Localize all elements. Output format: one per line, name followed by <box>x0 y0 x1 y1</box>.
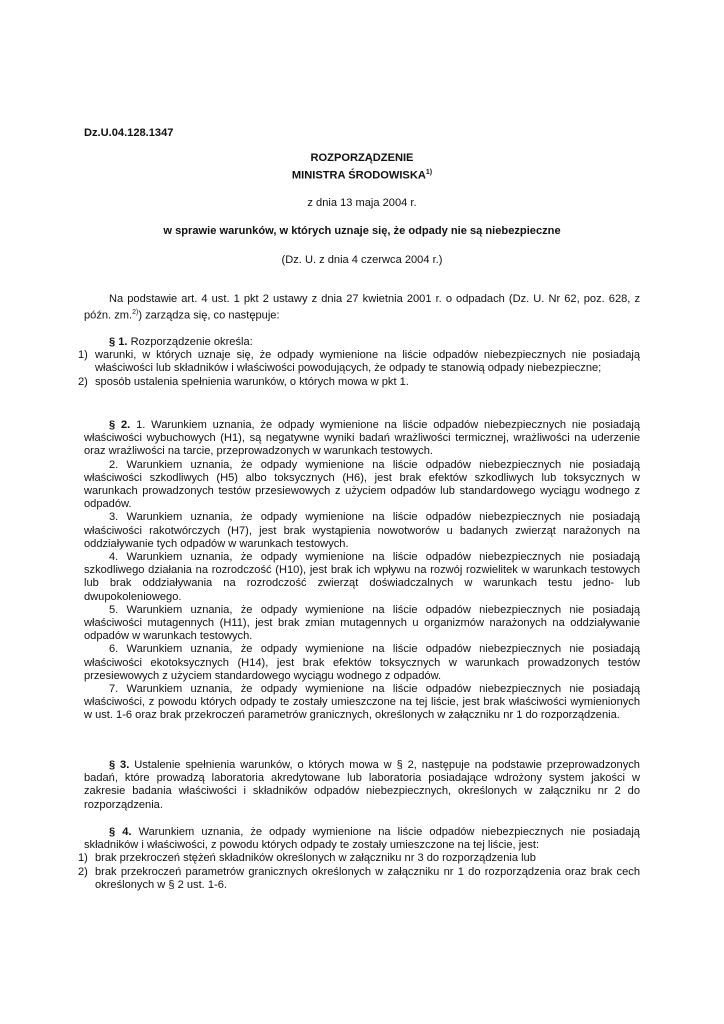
section-1-intro: Rozporządzenie określa: <box>130 336 253 348</box>
section-4 <box>78 826 640 892</box>
section-4-mark: § 4. <box>109 826 132 838</box>
title-ministry: MINISTRA ŚRODOWISKA <box>291 169 426 182</box>
section-2-mark: § 2. <box>109 419 131 431</box>
section-2-point: 4. Warunkiem uznania, że odpady wymienione na liście odpadów niebezpiecznych nie posiadają szkodliwego działania na rozrodczość (H10), jest brak ich wpływu na rozwój rozwielitek w warunkach testowych lub brak oddziaływania na rozrodczość zwierząt doświadczalnych w warunkach testu jedno- lub dwupokoleniowego. <box>84 551 640 603</box>
preamble-text-b: ) zarządza się, co następuje: <box>138 309 280 322</box>
list-item-text: brak przekroczeń stężeń składników określonych w załączniku nr 3 do rozporządzenia lub <box>95 852 536 865</box>
issue-date: z dnia 13 maja 2004 r. <box>307 197 417 209</box>
title-line-2 <box>0 166 724 183</box>
section-1 <box>78 336 640 389</box>
title-line-1: ROZPORZĄDZENIE <box>310 152 414 164</box>
list-item <box>78 865 640 892</box>
list-item-text: brak przekroczeń parametrów granicznych określonych w załączniku nr 1 do rozporządzenia oraz brak cech określonych w § 2 ust. 1-6. <box>95 865 640 891</box>
list-item-text: sposób ustalenia spełnienia warunków, o których mowa w pkt 1. <box>95 375 409 388</box>
preamble <box>84 293 640 323</box>
section-2-point: 1. Warunkiem uznania, że odpady wymienione na liście odpadów niebezpiecznych nie posiadają właściwości wybuchowych (H1), są negatywne wyniki badań wrażliwości termicznej, wrażliwości na uderzenie oraz wrażliwości na tarcie, przeprowadzonych w warunkach testowych. <box>84 419 640 458</box>
preamble-footnote-ref: 2) <box>132 309 139 317</box>
section-2 <box>84 419 640 723</box>
section-3 <box>84 759 640 812</box>
list-item <box>78 852 640 865</box>
section-2-point: 2. Warunkiem uznania, że odpady wymienione na liście odpadów niebezpiecznych nie posiadają właściwości szkodliwych (H5) albo toksycznych (H6), jest brak efektów szkodliwych lub toksycznych w warunkach prowadzonych testów przesiewowych z użyciem odpadów lub standardowego wyciągu wodnego z odpadów. <box>84 458 640 511</box>
section-1-mark: § 1. <box>109 336 128 348</box>
section-4-intro: Warunkiem uznania, że odpady wymienione na liście odpadów niebezpiecznych nie posiadają składników i właściwości, z powodu których odpady te zostały umieszczone na tej liście, jest: <box>84 826 640 852</box>
list-item-number: 1) <box>78 349 88 362</box>
list-item-text: warunki, w których uznaje się, że odpady wymienione na liście odpadów niebezpiecznych nie posiadają właściwości lub składników i właściwości powodujących, że odpady te stanowią odpady niebezpieczne; <box>95 349 640 375</box>
document-id: Dz.U.04.128.1347 <box>84 127 174 139</box>
list-item-number: 1) <box>78 852 88 865</box>
list-item-number: 2) <box>78 375 88 388</box>
section-2-point: 5. Warunkiem uznania, że odpady wymienione na liście odpadów niebezpiecznych nie posiadają właściwości mutagennych (H11), jest brak zmian mutagennych u organizmów narażonych na oddziaływanie odpadów w warunkach testowych. <box>84 603 640 643</box>
subject-line: w sprawie warunków, w których uznaje się, że odpady nie są niebezpieczne <box>163 225 561 237</box>
section-2-point: 3. Warunkiem uznania, że odpady wymienione na liście odpadów niebezpiecznych nie posiadają właściwości rakotwórczych (H7), jest brak wystąpienia nowotworów u badanych zwierząt narażonych na oddziaływanie tych odpadów w warunkach testowych. <box>84 511 640 550</box>
list-item <box>78 375 640 389</box>
list-item-number: 2) <box>78 865 88 878</box>
preamble-text-a: Na podstawie art. 4 ust. 1 pkt 2 ustawy z dnia 27 kwietnia 2001 r. o odpadach (Dz. U. Nr 62, poz. 628, z późn. zm. <box>84 293 640 322</box>
list-item <box>78 349 640 375</box>
publication-line: (Dz. U. z dnia 4 czerwca 2004 r.) <box>281 254 443 266</box>
title-footnote-ref: 1) <box>425 169 433 176</box>
section-2-point: 7. Warunkiem uznania, że odpady wymienione na liście odpadów niebezpiecznych nie posiadają właściwości, z powodu których odpady te zostały umieszczone na tej liście, jest brak właściwości wymienionych w ust. 1-6 oraz brak przekroczeń parametrów granicznych, określonych w załączniku nr 1 do rozporządzenia. <box>84 683 640 722</box>
section-3-mark: § 3. <box>109 759 130 771</box>
section-2-point: 6. Warunkiem uznania, że odpady wymienione na liście odpadów niebezpiecznych nie posiadają właściwości ekotoksycznych (H14), jest brak efektów toksycznych w warunkach prowadzonych testów przesiewowych z użyciem standardowego wyciągu wodnego z odpadów. <box>84 643 640 682</box>
section-3-text: Ustalenie spełnienia warunków, o których mowa w § 2, następuje na podstawie przeprowadzonych badań, które prowadzą laboratoria akredytowane lub laboratoria posiadające wdrożony system jakości w zakresie badania właściwości i składników odpadów niebezpiecznych, określonych w załączniku nr 2 do rozporządzenia. <box>84 759 640 811</box>
